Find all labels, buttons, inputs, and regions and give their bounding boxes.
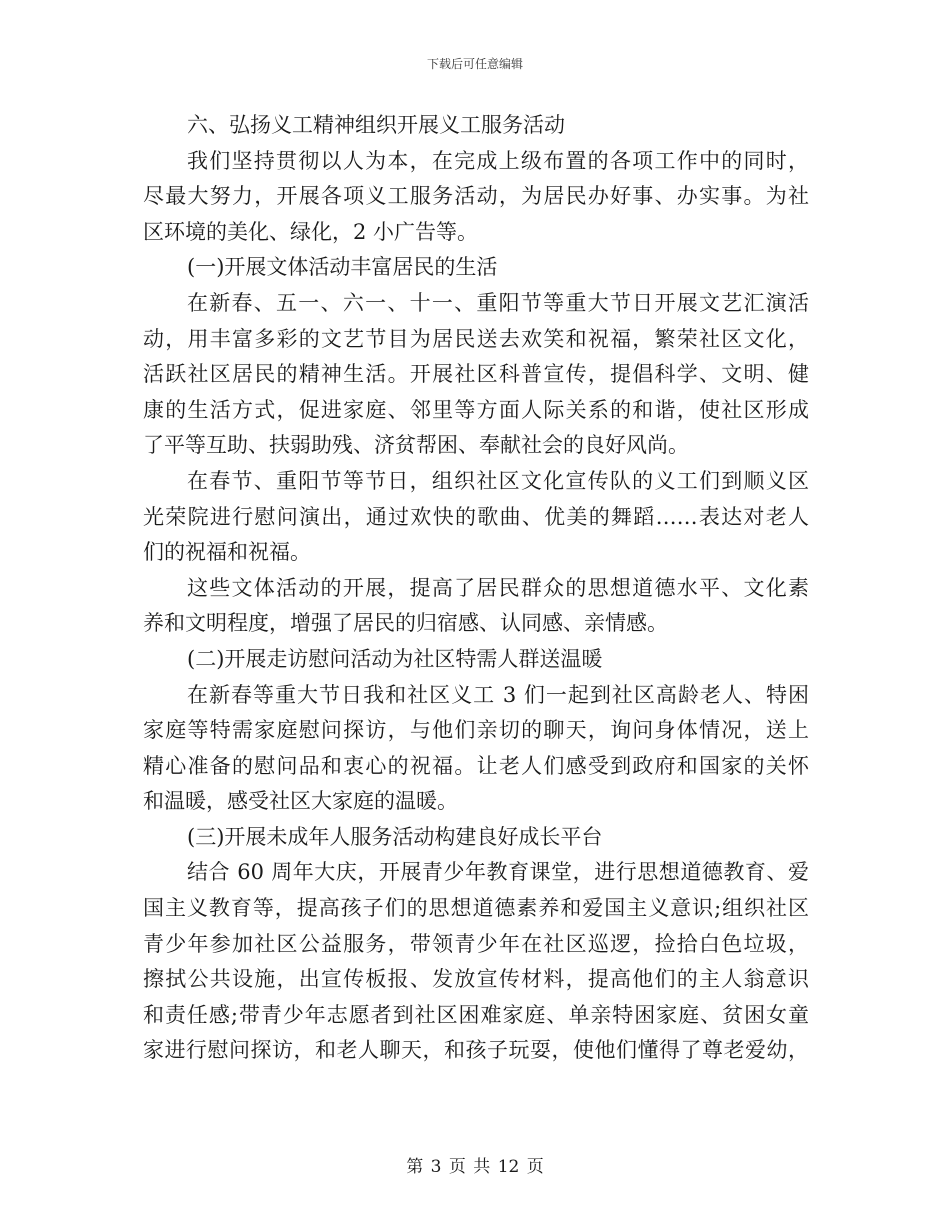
text-line: 和温暖，感受社区大家庭的温暖。 [143, 789, 458, 814]
text-line: (三)开展未成年人服务活动构建良好成长平台 [187, 824, 603, 849]
page-number-footer: 第 3 页 共 12 页 [406, 1157, 544, 1177]
text-line: 我们坚持贯彻以人为本，在完成上级布置的各项工作中的同时， [187, 148, 809, 173]
text-line: 擦拭公共设施，出宣传板报、发放宣传材料，提高他们的主人翁意识 [143, 967, 809, 992]
text-line: 尽最大努力，开展各项义工服务活动，为居民办好事、办实事。为社 [143, 184, 809, 209]
text-line: 养和文明程度，增强了居民的归宿感、认同感、亲情感。 [143, 611, 668, 636]
text-line: 在新春等重大节日我和社区义工 3 们一起到社区高龄老人、特困 [187, 682, 809, 707]
text-line: 们的祝福和祝福。 [143, 540, 311, 565]
text-line: 在春节、重阳节等节日，组织社区文化宣传队的义工们到顺义区 [187, 468, 809, 493]
text-line: 家进行慰问探访，和老人聊天，和孩子玩耍，使他们懂得了尊老爱幼， [143, 1038, 809, 1063]
text-line: 和责任感;带青少年志愿者到社区困难家庭、单亲特困家庭、贫困女童 [143, 1002, 809, 1027]
text-line: 光荣院进行慰问演出，通过欢快的歌曲、优美的舞蹈……表达对老人 [143, 504, 809, 529]
text-line: 在新春、五一、六一、十一、重阳节等重大节日开展文艺汇演活 [187, 290, 809, 315]
text-line: 这些文体活动的开展，提高了居民群众的思想道德水平、文化素 [187, 575, 809, 600]
document-body [143, 108, 809, 1069]
text-line: 区环境的美化、绿化，2 小广告等。 [143, 219, 479, 244]
text-line: 青少年参加社区公益服务，带领青少年在社区巡逻，捡拾白色垃圾， [143, 931, 809, 956]
text-line: 国主义教育等，提高孩子们的思想道德素养和爱国主义意识;组织社区 [143, 896, 809, 921]
text-line: 了平等互助、扶弱助残、济贫帮困、奉献社会的良好风尚。 [143, 433, 689, 458]
text-line: 动，用丰富多彩的文艺节目为居民送去欢笑和祝福，繁荣社区文化， [143, 326, 809, 351]
text-line: 精心准备的慰问品和衷心的祝福。让老人们感受到政府和国家的关怀 [143, 753, 809, 778]
text-line: 结合 60 周年大庆，开展青少年教育课堂，进行思想道德教育、爱 [187, 860, 809, 885]
text-line: 康的生活方式，促进家庭、邻里等方面人际关系的和谐，使社区形成 [143, 397, 809, 422]
text-line: 六、弘扬义工精神组织开展义工服务活动 [187, 113, 565, 137]
text-line: 家庭等特需家庭慰问探访，与他们亲切的聊天，询问身体情况，送上 [143, 718, 809, 743]
text-line: 活跃社区居民的精神生活。开展社区科普宣传，提倡科学、文明、健 [143, 362, 809, 387]
text-line: (一)开展文体活动丰富居民的生活 [187, 255, 498, 280]
page-header-note: 下载后可任意编辑 [426, 57, 523, 71]
text-line: (二)开展走访慰问活动为社区特需人群送温暖 [187, 646, 603, 671]
